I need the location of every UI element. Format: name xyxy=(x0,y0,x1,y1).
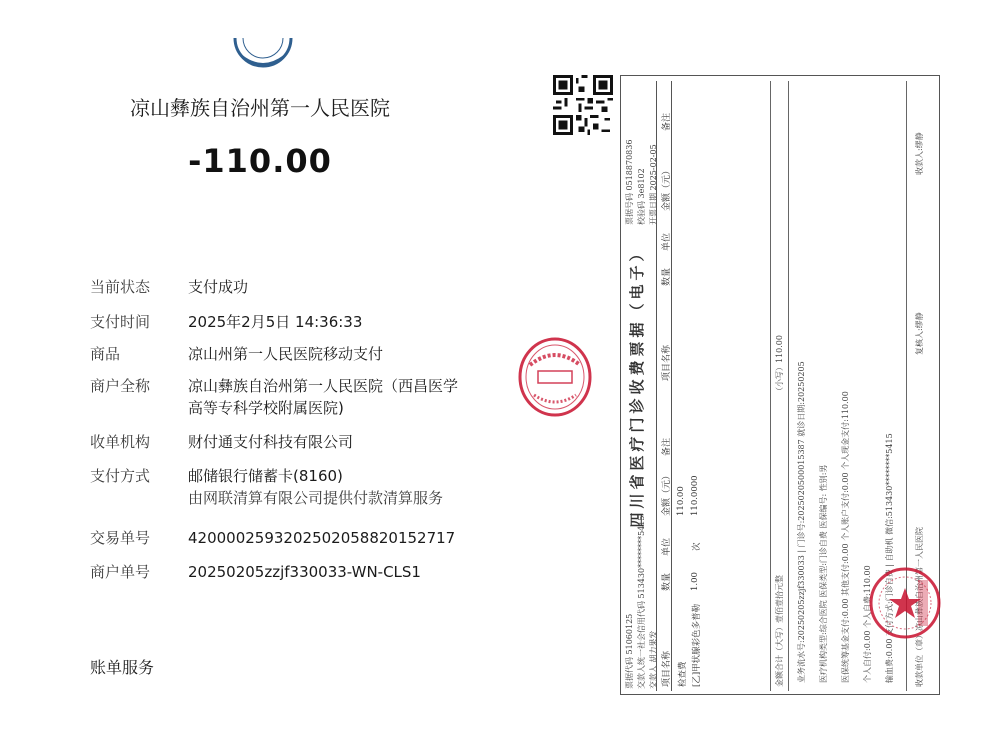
field-value: 支付成功 xyxy=(188,278,249,296)
col-header: 项目名称 xyxy=(662,650,672,687)
hospital-name: 凉山彝族自治州第一人民医院 xyxy=(130,96,390,120)
issue-date: 开票日期 2025-02-05 xyxy=(649,144,658,225)
invoice-title: 四川省医疗门诊收费票据（电子） xyxy=(628,242,646,528)
invoice-footer-line: 输血费:0.00 支付方式:门诊自费 | 自助机 微信:513430********5415 xyxy=(885,433,894,683)
field-label: 支付时间 xyxy=(90,313,151,331)
invoice-row xyxy=(674,81,687,691)
col-header: 金额（元） xyxy=(662,470,672,516)
invoice-cashier: 收款人:缪静 xyxy=(915,132,924,175)
invoice-meta-left xyxy=(624,516,660,689)
invoice-total-number: （小写）110.00 xyxy=(775,335,784,395)
invoice-number: 票据号码 0518870836 xyxy=(625,139,634,225)
field-value xyxy=(188,465,488,509)
invoice-reviewer: 复核人:缪静 xyxy=(915,312,924,355)
field-label: 交易单号 xyxy=(90,529,151,547)
pay-method-clearing: 由网联清算有限公司提供付款清算服务 xyxy=(188,489,444,507)
item-amount: 110.00 xyxy=(676,486,686,516)
field-value: 2025年2月5日 14:36:33 xyxy=(188,313,363,331)
field-label: 商户全称 xyxy=(90,377,151,395)
col-header: 金额（元） xyxy=(662,165,672,211)
invoice-footer-line: 医保统筹基金支付:0.00 其他支付:0.00 个人账户支付:0.00 个人现金支付:110.00 xyxy=(841,391,850,683)
payer-name: 交款人 胡力果发 xyxy=(649,630,658,689)
merchant-name-line1: 凉山彝族自治州第一人民医院（西昌医学 xyxy=(188,377,459,395)
invoice-meta-right xyxy=(624,140,660,225)
item-unit: 次 xyxy=(692,542,702,551)
field-label: 商户单号 xyxy=(90,563,151,581)
field-label: 商品 xyxy=(90,345,121,363)
col-header: 单位 xyxy=(662,537,672,556)
col-header: 备注 xyxy=(662,437,672,456)
invoice-total-words: 金额合计（大写）壹佰壹拾元整 xyxy=(775,575,784,687)
col-header: 数量 xyxy=(662,572,672,591)
pay-method-card: 邮储银行储蓄卡(8160) xyxy=(188,467,343,485)
hospital-finance-seal-icon xyxy=(868,566,942,640)
invoice-row xyxy=(688,81,701,691)
payer-credit-code: 交款人统一社会信用代码 513430********5415 xyxy=(637,515,646,689)
col-header: 备注 xyxy=(662,112,672,131)
payment-amount: -110.00 xyxy=(188,142,332,180)
check-code: 校验码 3e8102 xyxy=(637,168,646,225)
invoice-table-header xyxy=(656,81,672,691)
invoice-footer-line: 医疗机构类型:综合医院 医保类型:门诊自费 医保编号: 性别:男 xyxy=(819,464,828,683)
invoice-payee: 收款单位（章）凉山彝族自治州第一人民医院 xyxy=(915,527,924,687)
item-qty: 1.00 xyxy=(690,572,700,591)
invoice-divider xyxy=(788,81,789,691)
field-value xyxy=(188,375,488,419)
merchant-name-line2: 高等专科学校附属医院) xyxy=(188,399,344,417)
field-label: 支付方式 xyxy=(90,467,151,485)
field-value: 凉山州第一人民医院移动支付 xyxy=(188,345,384,363)
bill-service-link[interactable]: 账单服务 xyxy=(90,658,155,677)
field-label: 当前状态 xyxy=(90,278,151,296)
field-value: 4200002593202502058820152717 xyxy=(188,529,456,547)
invoice-divider xyxy=(770,81,771,691)
field-value: 20250205zzjf330033-WN-CLS1 xyxy=(188,563,421,581)
item-amount: 110.0000 xyxy=(690,475,700,516)
item-name: [乙]甲状腺彩色多普勒 xyxy=(692,603,702,687)
invoice-code: 票据代码 51060125 xyxy=(625,613,634,689)
item-name: 检查费 xyxy=(678,661,688,687)
col-header: 数量 xyxy=(662,267,672,286)
qr-code-icon xyxy=(553,75,613,135)
finance-seal-icon xyxy=(516,335,594,419)
hospital-emblem xyxy=(232,38,294,72)
field-value: 财付通支付科技有限公司 xyxy=(188,433,354,451)
invoice-footer-line: 个人自付:0.00 个人自费:110.00 xyxy=(863,565,872,683)
col-header: 单位 xyxy=(662,232,672,251)
invoice-footer-line: 业务流水号:20250205zzjf330033 | 门诊号:2025020500015387 就诊日期:20250205 xyxy=(797,361,806,683)
field-label: 收单机构 xyxy=(90,433,151,451)
col-header: 项目名称 xyxy=(662,344,672,381)
